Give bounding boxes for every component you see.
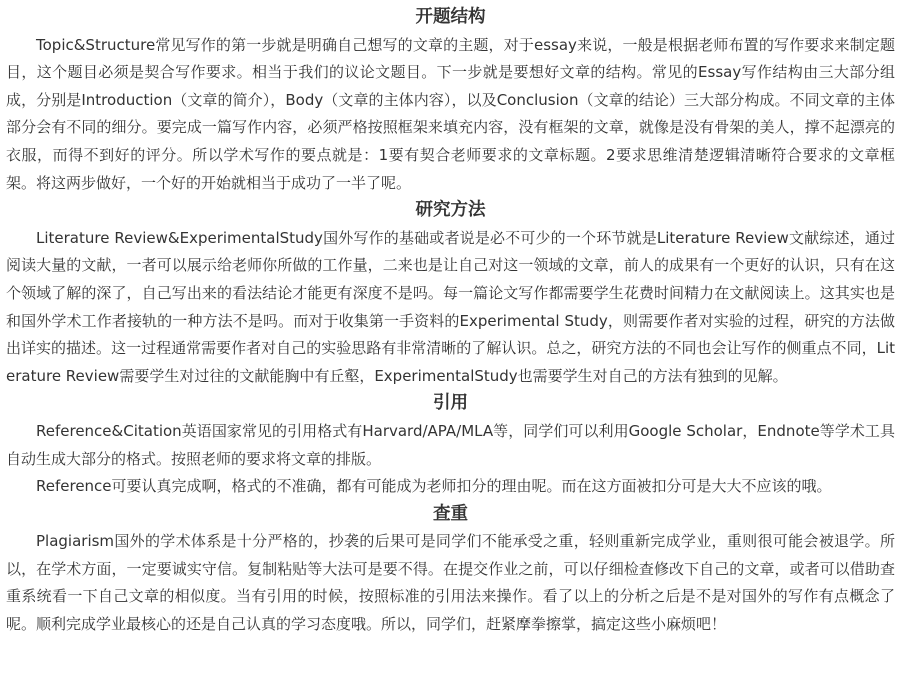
section-citation [6, 390, 895, 500]
section-title: 引用 [432, 393, 469, 414]
paragraph: Reference&Citation英语国家常见的引用格式有Harvard/APA/MLA等，同学们可以利用Google Scholar，Endnote等学术工具自动生成大部分的格式。按照老师的要求将文章的排版。 [6, 421, 895, 468]
section-plagiarism-check [6, 501, 895, 639]
section-title: 研究方法 [415, 200, 486, 221]
paragraph: Topic&Structure常见写作的第一步就是明确自己想写的文章的主题，对于essay来说，一般是根据老师布置的写作要求来制定题目，这个题目必须是契合写作要求。相当于我们的议论文题目。下一步就是要想好文章的结构。常见的Essay写作结构由三大部分组成，分别是Introduction（文章的简介），Body（文章的主体内容），以及Conclusion（文章的结论）三大部分构成。不同文章的主体部分会有不同的细分。要完成一篇写作内容，必须严格按照框架来填充内容，没有框架的文章，就像是没有骨架的美人，撑不起漂亮的衣服，而得不到好的评分。所以学术写作的要点就是：1要有契合老师要求的文章标题。2要求思维清楚逻辑清晰符合要求的文章框架。将这两步做好，一个好的开始就相当于成功了一半了呢。 [6, 35, 895, 192]
section-title: 开题结构 [415, 7, 486, 27]
paragraph: Reference可要认真完成啊，格式的不准确，都有可能成为老师扣分的理由呢。而在这方面被扣分可是大大不应该的哦。 [36, 477, 832, 496]
section-research-method [6, 197, 895, 390]
section-title: 查重 [432, 503, 469, 524]
paragraph: Plagiarism国外的学术体系是十分严格的，抄袭的后果可是同学们不能承受之重，轻则重新完成学业，重则很可能会被退学。所以，在学术方面，一定要诚实守信。复制粘贴等大法可是要不得。在提交作业之前，可以仔细检查修改下自己的文章，或者可以借助查重系统看一下自己文章的相似度。当有引用的时候，按照标准的引用法来操作。看了以上的分析之后是不是对国外的写作有点概念了呢。顺利完成学业最核心的还是自己认真的学习态度哦。所以，同学们，赶紧摩拳擦掌，搞定这些小麻烦吧！ [6, 532, 895, 634]
paragraph: Literature Review&ExperimentalStudy国外写作的基础或者说是必不可少的一个环节就是Literature Review文献综述，通过阅读大量的文献，一者可以展示给老师你所做的工作量，二来也是让自己对这一领域的文章，前人的成果有一个更好的认识，只有在这个领域了解的深了，自己写出来的看法结论才能更有深度不是吗。每一篇论文写作都需要学生花费时间精力在文献阅读上。这其实也是和国外学术工作者接轨的一种方法不是吗。而对于收集第一手资料的Experimental Study，则需要作者对实验的过程，研究的方法做出详实的描述。这一过程通常需要作者对自己的实验思路有非常清晰的了解认识。总之，研究方法的不同也会让写作的侧重点不同，Literature Review需要学生对过往的文献能胸中有丘壑，ExperimentalStudy也需要学生对自己的方法有独到的见解。 [6, 228, 895, 385]
section-topic-structure [6, 4, 895, 197]
